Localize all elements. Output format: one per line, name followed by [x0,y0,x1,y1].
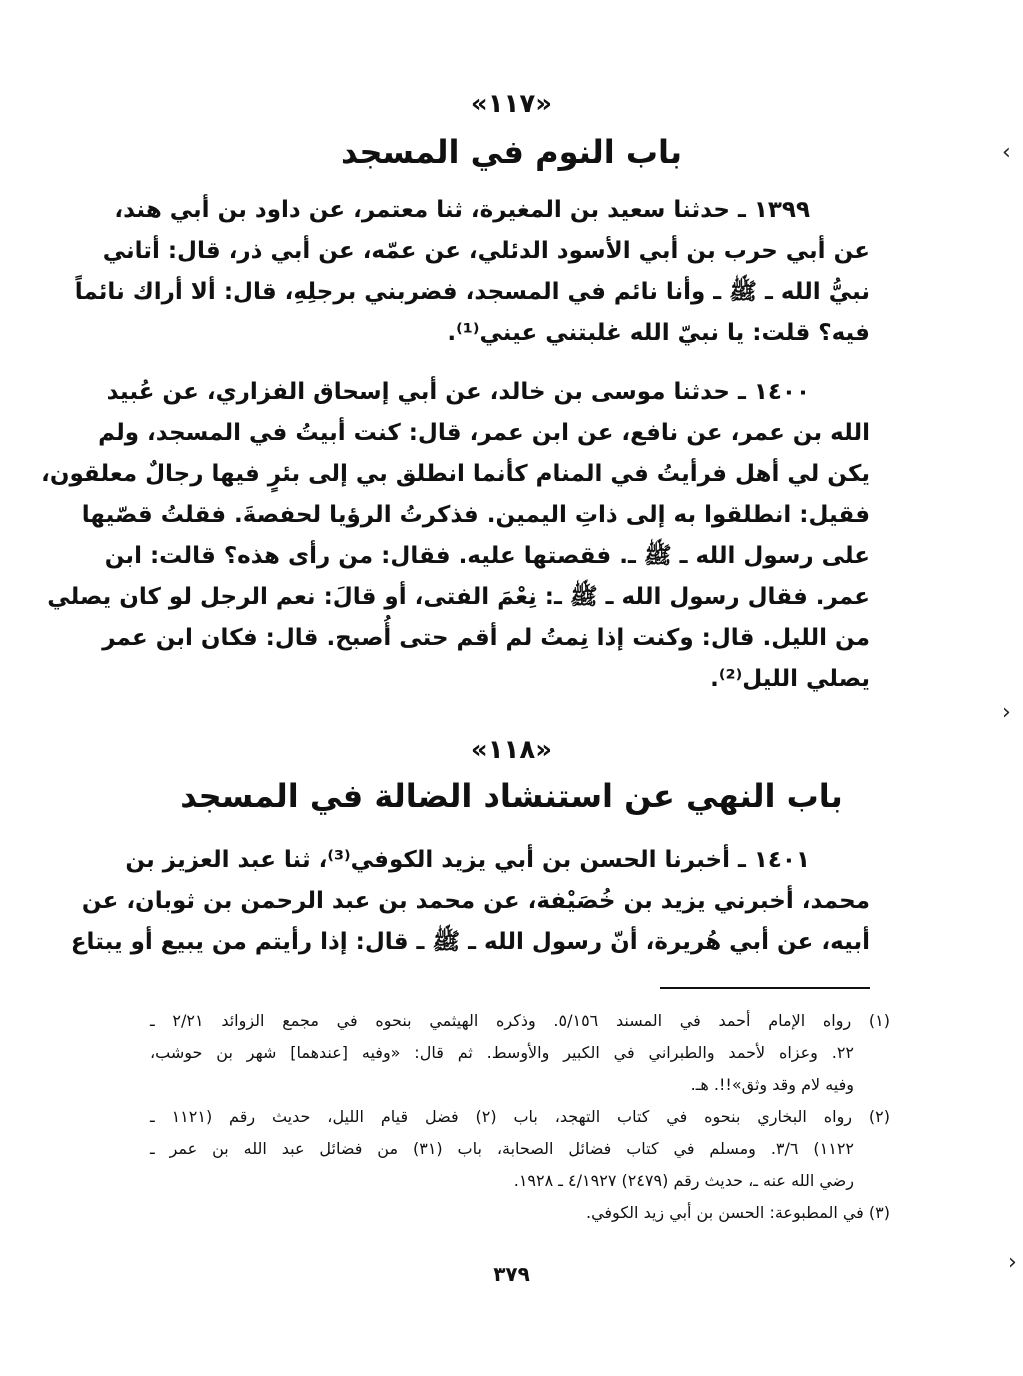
hadith-line: عن أبي حرب بن أبي الأسود الدئلي، عن عمّه، عن أبي ذر، قال: أتاني [102,238,870,264]
hadith-line: يصلي الليل⁽²⁾. [710,666,870,692]
hadith-line: أبيه، عن أبي هُريرة، أنّ رسول الله ـ ﷺ ـ قال: إذا رأيتم من يبيع أو يبتاع [70,929,870,955]
hadith-line: محمد، أخبرني يزيد بن خُصَيْفة، عن محمد بن عبد الرحمن بن ثوبان، عن [81,888,870,914]
footnote-1 [150,1005,890,1101]
page-number: ٣٧٩ [493,1262,530,1286]
scan-edge-mark: ‹ [1008,1250,1017,1275]
hadith-line: نبيُّ الله ـ ﷺ ـ وأنا نائم في المسجد، فضربني برجلِهِ، قال: ألا أراك نائماً [74,279,870,305]
footnote-line: (١) رواه الإمام أحمد في المسند ٥/١٥٦. وذكره الهيثمي بنحوه في مجمع الزوائد ٢/٢١ ـ [150,1011,890,1030]
chapter-number-118: «١١٨» [470,735,553,765]
footnote-line: وفيه لام وقد وثق»!!. هـ. [690,1075,854,1094]
scan-edge-mark: › [1002,140,1011,165]
hadith-1399 [74,190,870,354]
hadith-line: على رسول الله ـ ﷺ ـ. فقصتها عليه. فقال: من رأى هذه؟ قالت: ابن [104,543,870,569]
footnote-line: (٢) رواه البخاري بنحوه في كتاب التهجد، باب (٢) فضل قيام الليل، حديث رقم (١١٢١ ـ [150,1107,890,1126]
hadith-1401 [70,840,870,963]
footnote-3 [150,1197,890,1229]
hadith-line: ١٤٠١ ـ أخبرنا الحسن بن أبي يزيد الكوفي⁽³⁾، ثنا عبد العزيز بن [125,847,810,873]
chapter-number-117: «١١٧» [470,89,553,119]
hadith-line: فيه؟ قلت: يا نبيّ الله غلبتني عيني⁽¹⁾. [447,320,870,346]
footnote-line: ٢٢. وعزاه لأحمد والطبراني في الكبير والأوسط. ثم قال: «وفيه [عندهما] شهر بن حوشب، [150,1043,854,1062]
footnotes [150,1005,890,1229]
hadith-line: ١٣٩٩ ـ حدثنا سعيد بن المغيرة، ثنا معتمر، عن داود بن أبي هند، [114,197,810,223]
scan-edge-mark: ‹ [1002,700,1011,725]
footnote-2 [150,1101,890,1197]
chapter-title-118: باب النهي عن استنشاد الضالة في المسجد [180,777,843,815]
chapter-title-117: باب النوم في المسجد [340,133,683,171]
footnote-line: (٣) في المطبوعة: الحسن بن أبي زيد الكوفي. [585,1203,890,1222]
hadith-line: الله بن عمر، عن نافع، عن ابن عمر، قال: كنت أبيتُ في المسجد، ولم [98,420,870,446]
hadith-line: يكن لي أهل فرأيتُ في المنام كأنما انطلق بي إلى بئرٍ فيها رجالٌ معلقون، [41,461,870,487]
footnote-line: رضي الله عنه ـ، حديث رقم (٢٤٧٩) ٤/١٩٢٧ ـ ١٩٢٨. [513,1171,854,1190]
footnote-separator [660,987,870,989]
hadith-line: عمر. فقال رسول الله ـ ﷺ ـ: نِعْمَ الفتى، أو قالَ: نعم الرجل لو كان يصلي [47,584,870,610]
hadith-line: ١٤٠٠ ـ حدثنا موسى بن خالد، عن أبي إسحاق الفزاري، عن عُبيد [106,379,810,405]
hadith-1400 [41,372,870,700]
footnote-line: ١١٢٢) ٣/٦. ومسلم في كتاب فضائل الصحابة، باب (٣١) من فضائل عبد الله بن عمر ـ [150,1139,855,1158]
hadith-line: فقيل: انطلقوا به إلى ذاتِ اليمين. فذكرتُ الرؤيا لحفصةَ. فقلتُ قصّيها [81,502,870,528]
hadith-line: من الليل. قال: وكنت إذا نِمتُ لم أقم حتى أُصبح. قال: فكان ابن عمر [102,625,870,651]
